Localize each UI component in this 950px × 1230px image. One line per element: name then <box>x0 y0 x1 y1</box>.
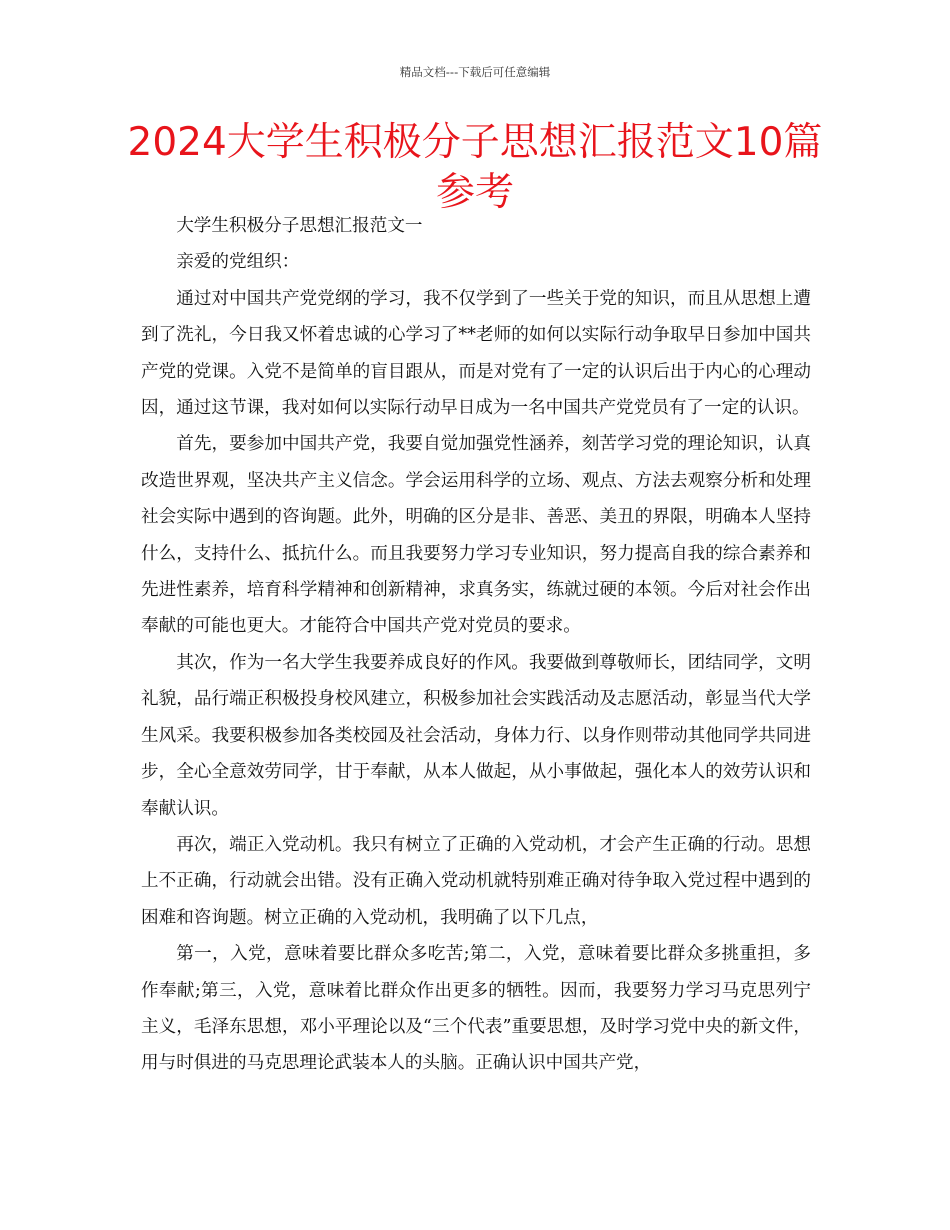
section-heading: 大学生积极分子思想汇报范文一 <box>176 216 423 236</box>
title-line-2: 参考 <box>435 170 514 215</box>
salutation: 亲爱的党组织： <box>176 252 300 273</box>
paragraph: 第一，入党，意味着要比群众多吃苦;第二，入党，意味着要比群众多挑重担，多作奉献;第三，入党，意味着比群众作出更多的牺牲。因而，我要努力学习马克思列宁主义，毛泽东思想，邓小平理论以及“三个代表”重要思想，及时学习党中央的新文件，用与时俱进的马克思理论武装本人的头脑。正确认识中国共产党， <box>141 944 811 1074</box>
page-header: 精品文档---下载后可任意编辑 <box>399 65 551 79</box>
paragraph: 通过对中国共产党党纲的学习，我不仅学到了一些关于党的知识，而且从思想上遭到了洗礼，今日我又怀着忠诚的心学习了**老师的如何以实际行动争取早日参加中国共产党的党课。入党不是简单的盲目跟从，而是对党有了一定的认识后出于内心的心理动因，通过这节课，我对如何以实际行动早日成为一名中国共产党党员有了一定的认识。 <box>141 288 811 419</box>
title-line-1: 2024大学生积极分子思想汇报范文10篇 <box>127 120 823 165</box>
document-body <box>141 208 811 1082</box>
document-title <box>0 118 950 218</box>
paragraph: 首先，要参加中国共产党，我要自觉加强党性涵养，刻苦学习党的理论知识，认真改造世界观，坚决共产主义信念。学会运用科学的立场、观点、方法去观察分析和处理社会实际中遇到的咨询题。此外，明确的区分是非、善恶、美丑的界限，明确本人坚持什么，支持什么、抵抗什么。而且我要努力学习专业知识，努力提高自我的综合素养和先进性素养，培育科学精神和创新精神，求真务实，练就过硬的本领。今后对社会作出奉献的可能也更大。才能符合中国共产党对党员的要求。 <box>141 434 811 637</box>
paragraph: 再次，端正入党动机。我只有树立了正确的入党动机，才会产生正确的行动。思想上不正确，行动就会出错。没有正确入党动机就特别难正确对待争取入党过程中遇到的困难和咨询题。树立正确的入党动机，我明确了以下几点， <box>141 834 811 928</box>
paragraph: 其次，作为一名大学生我要养成良好的作风。我要做到尊敬师长，团结同学，文明礼貌，品行端正积极投身校风建立，积极参加社会实践活动及志愿活动，彰显当代大学生风采。我要积极参加各类校园及社会活动，身体力行、以身作则带动其他同学共同进步，全心全意效劳同学，甘于奉献，从本人做起，从小事做起，强化本人的效劳认识和奉献认识。 <box>141 652 811 819</box>
